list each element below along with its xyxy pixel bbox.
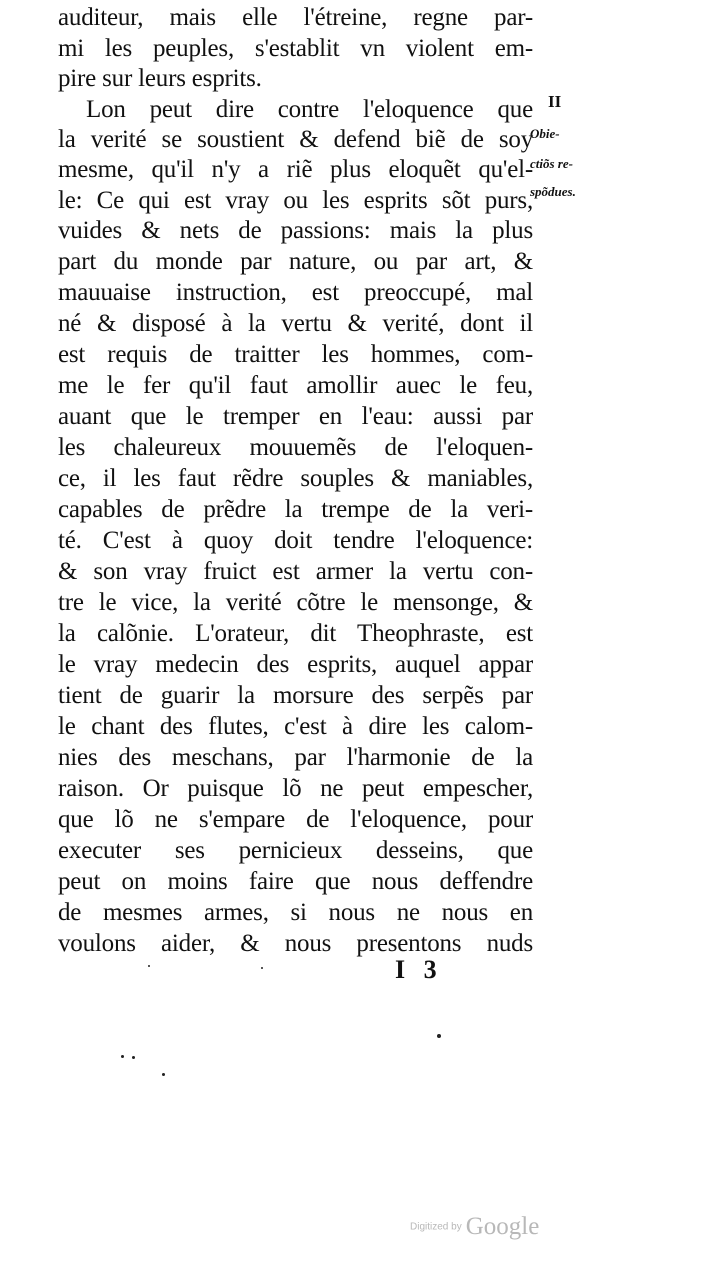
margin-note-line: ctiõs re- <box>530 156 573 171</box>
text-line: executer ses pernicieux desseins, que <box>58 837 533 864</box>
text-line: né & disposé à la vertu & verité, dont il <box>58 310 533 337</box>
text-line: me le fer qu'il faut amollir auec le feu, <box>58 372 533 399</box>
section-number: II <box>548 92 562 111</box>
text-line: le vray medecin des esprits, auquel appar <box>58 651 533 678</box>
text-line: est requis de traitter les hommes, com- <box>58 341 533 368</box>
text-line: nies des meschans, par l'harmonie de la <box>58 744 533 771</box>
ink-speck <box>148 965 150 967</box>
signature-mark: I 3 <box>395 955 443 984</box>
digitized-watermark <box>410 1213 539 1241</box>
text-line: tient de guarir la morsure des serpẽs par <box>58 682 533 709</box>
text-line: part du monde par nature, ou par art, & <box>58 248 533 275</box>
text-line: la verité se soustient & defend biẽ de soy <box>58 126 533 153</box>
text-line: tre le vice, la verité cõtre le mensonge, & <box>58 589 533 616</box>
watermark-prefix: Digitized by <box>410 1221 462 1233</box>
text-line: de mesmes armes, si nous ne nous en <box>58 899 533 926</box>
text-line: & son vray fruict est armer la vertu con- <box>58 558 533 585</box>
ink-speck <box>261 967 263 969</box>
text-line: vuides & nets de passions: mais la plus <box>58 217 533 244</box>
text-line: capables de prẽdre la trempe de la veri- <box>58 496 533 523</box>
ink-speck <box>437 1034 441 1038</box>
text-line: auant que le tremper en l'eau: aussi par <box>58 403 533 430</box>
margin-note-line: Obie- <box>530 126 560 141</box>
text-line: peut on moins faire que nous deffendre <box>58 868 533 895</box>
text-line: ce, il les faut rẽdre souples & maniables, <box>58 465 533 492</box>
paragraph-first-line: Lon peut dire contre l'eloquence que <box>86 96 533 123</box>
text-line: mauuaise instruction, est preoccupé, mal <box>58 279 533 306</box>
text-line: la calõnie. L'orateur, dit Theophraste, est <box>58 620 533 647</box>
text-line: té. C'est à quoy doit tendre l'eloquence: <box>58 527 533 554</box>
text-line: le chant des flutes, c'est à dire les calom- <box>58 713 533 740</box>
text-line: mesme, qu'il n'y a riẽ plus eloquẽt qu'el- <box>58 156 533 183</box>
text-line: voulons aider, & nous presentons nuds <box>58 930 533 957</box>
text-line: les chaleureux mouuemẽs de l'eloquen- <box>58 434 533 461</box>
text-line: mi les peuples, s'establit vn violent em- <box>58 35 533 62</box>
text-line: que lõ ne s'empare de l'eloquence, pour <box>58 806 533 833</box>
text-line: raison. Or puisque lõ ne peut empescher, <box>58 775 533 802</box>
ink-speck <box>121 1055 124 1058</box>
ink-speck <box>162 1073 165 1076</box>
margin-note-line: spõdues. <box>530 184 576 199</box>
text-line: le: Ce qui est vray ou les esprits sõt purs, <box>58 187 533 214</box>
watermark-brand: Google <box>465 1213 540 1240</box>
ink-speck <box>132 1056 135 1059</box>
text-line: pire sur leurs esprits. <box>58 65 262 92</box>
text-line: auditeur, mais elle l'étreine, regne par- <box>58 4 533 31</box>
